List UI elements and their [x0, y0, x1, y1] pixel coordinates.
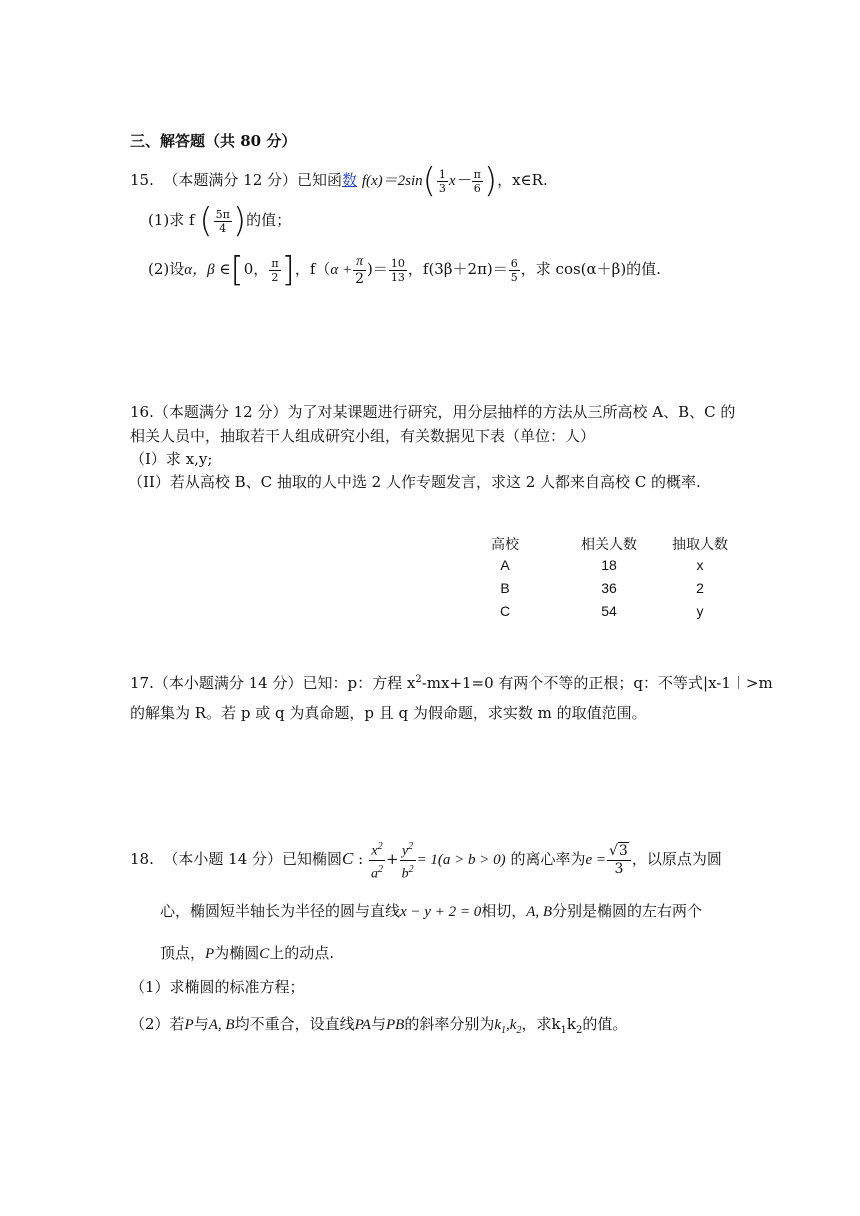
- q16-line4: （II）若从高校 B、C 抽取的人中选 2 人作专题发言，求这 2 人都来自高校 C 的概率.: [128, 473, 701, 491]
- table-cell: y: [696, 603, 704, 619]
- q17-line2: 的解集为 R。若 p 或 q 为真命题，p 且 q 为假命题，求实数 m 的取值范围。: [130, 704, 647, 722]
- table-cell: 36: [601, 580, 617, 596]
- q17-line1: [130, 670, 773, 693]
- q18-line3-b: 为椭圆: [214, 944, 260, 962]
- q18-line3: [160, 941, 334, 966]
- ellipse-C: C: [342, 849, 354, 868]
- k1k2-product: $k_1k_2$: [551, 1015, 583, 1036]
- frac-pi-2-big: $\frac{\pi}{2}$: [355, 253, 365, 287]
- k1-k2: $k_1,k_2$: [494, 1017, 522, 1036]
- q15-x-minus: x－: [448, 173, 471, 189]
- f-alpha-lead: ，f（: [294, 260, 331, 278]
- line-PB: PB: [386, 1017, 405, 1033]
- ellipse-condition: = 1(a > b > 0): [416, 852, 506, 868]
- table-cell: 2: [696, 580, 704, 596]
- table-cell: 54: [601, 603, 617, 619]
- e-eq: e =: [585, 852, 606, 868]
- q15-tail: ，求 cos(α＋β)的值.: [520, 260, 661, 278]
- q15-link-word[interactable]: 数: [342, 171, 358, 189]
- q18-line2-b: 相切，: [481, 902, 527, 920]
- frac-pi-2: $\frac{\pi}{2}$: [271, 256, 279, 284]
- ellipse-C-ref: C: [259, 946, 270, 962]
- q18-line2-a: 心，椭圆短半轴长为半径的圆与直线: [160, 902, 401, 920]
- ecc-lead: 的离心率为: [510, 850, 586, 868]
- table-cell: x: [696, 557, 704, 573]
- alpha-beta: α，β: [184, 262, 215, 278]
- q18-line1: 18. （本小题 14 分）已知椭圆C : $\frac{x^2}{a^2}$ + $\frac{y^2}{b^2}$ = 1(a > b > 0) 的离心率为e = $\frac{√3}{3}$ ，以原点为圆: [130, 836, 722, 882]
- table-header: 相关人数: [581, 536, 637, 552]
- section-title: 三、解答题（共 80 分）: [130, 132, 297, 150]
- point-P-2: P: [184, 1017, 194, 1033]
- ecc-tail: ，以原点为圆: [631, 850, 722, 868]
- q17-sup: 2: [415, 674, 422, 685]
- q15-intro: （本题满分 12 分）已知函: [163, 171, 343, 189]
- q15-p2-lead: (2)设: [148, 260, 185, 278]
- f-beta: ，f(3β＋2π)＝: [407, 260, 508, 278]
- q15-p1-lead: (1)求 f: [148, 211, 195, 229]
- q18-line2-c: 分别是椭圆的左右两个: [552, 902, 703, 920]
- frac-5pi-4: $\frac{5\pi}{4}$: [215, 207, 230, 235]
- points-AB: A, B: [526, 904, 553, 920]
- q18-p2-e: ，求: [521, 1015, 552, 1033]
- q18-line3-c: 上的动点.: [269, 944, 334, 962]
- q18-p2-f: 的值。: [582, 1015, 628, 1033]
- q17-line1-a: 17.（本小题满分 14 分）已知：p：方程 x: [130, 674, 416, 692]
- table-header: 抽取人数: [672, 536, 728, 552]
- q18-p2-c: 均不重合，设直线: [234, 1015, 355, 1033]
- right-bracket: ]: [281, 250, 295, 290]
- colon: :: [353, 850, 364, 868]
- table-header: 高校: [491, 536, 519, 552]
- q18-yu: 与: [370, 1015, 386, 1033]
- left-bracket: [: [230, 250, 244, 290]
- line-equation: x − y + 2 = 0: [400, 904, 482, 920]
- frac-x2-a2: $\frac{x^2}{a^2}$: [370, 840, 383, 882]
- frac-10-13: $\frac{10}{13}$: [390, 256, 405, 284]
- frac-sqrt3-3: $\frac{√3}{3}$: [607, 842, 631, 878]
- table-cell: C: [499, 603, 511, 619]
- q18-intro: （本小题 14 分）已知椭圆: [163, 850, 343, 868]
- frac-6-5: $\frac{6}{5}$: [510, 256, 518, 284]
- frac-1-3: $\frac{1}{3}$: [438, 167, 446, 195]
- q15-part1: [148, 198, 291, 242]
- q15-label: 15.: [130, 171, 154, 189]
- q16-line3: （I）求 x,y;: [130, 450, 213, 468]
- interval-left: 0，: [243, 260, 269, 278]
- points-AB-2: A, B: [208, 1017, 235, 1033]
- q18-line2: [160, 899, 702, 924]
- table-cell: B: [500, 580, 510, 596]
- q15-domain: ，x∈R.: [497, 171, 548, 189]
- table-cell: 18: [601, 557, 617, 573]
- q18-part1: （1）求椭圆的标准方程；: [130, 978, 305, 996]
- q15-line1: [130, 160, 548, 200]
- left-paren: (: [199, 201, 213, 241]
- line-PA: PA: [354, 1017, 371, 1033]
- frac-pi-6: $\frac{\pi}{6}$: [473, 167, 481, 195]
- q18-label: 18.: [130, 850, 154, 868]
- q18-p2-b: 与: [193, 1015, 209, 1033]
- q18-p2-a: （2）若: [130, 1015, 185, 1033]
- q17-line1-b: -mx+1=0 有两个不等的正根；q：不等式|x-1︱>m: [421, 674, 773, 692]
- frac-y2-b2: $\frac{y^2}{b^2}$: [401, 840, 414, 882]
- q15-func: f(x)＝2sin: [361, 173, 423, 189]
- q15-p1-tail: 的值；: [246, 211, 292, 229]
- q18-line3-a: 顶点，: [160, 944, 206, 962]
- in-symbol: ∈: [219, 260, 231, 278]
- alpha-plus: α +: [330, 262, 353, 278]
- q16-line2: 相关人员中，抽取若干人组成研究小组，有关数据见下表（单位：人）: [130, 427, 596, 445]
- table-cell: A: [500, 557, 510, 573]
- left-paren: (: [422, 161, 436, 201]
- point-P: P: [205, 946, 215, 962]
- q18-part2: [130, 1012, 627, 1043]
- eq1: )＝: [367, 260, 388, 278]
- q16-line1: 16.（本题满分 12 分）为了对某课题进行研究，用分层抽样的方法从三所高校 A、B、C 的: [130, 403, 736, 421]
- right-paren: ): [232, 201, 247, 241]
- q18-p2-d: 的斜率分别为: [404, 1015, 495, 1033]
- right-paren: ): [483, 161, 498, 201]
- q15-part2: [148, 246, 661, 292]
